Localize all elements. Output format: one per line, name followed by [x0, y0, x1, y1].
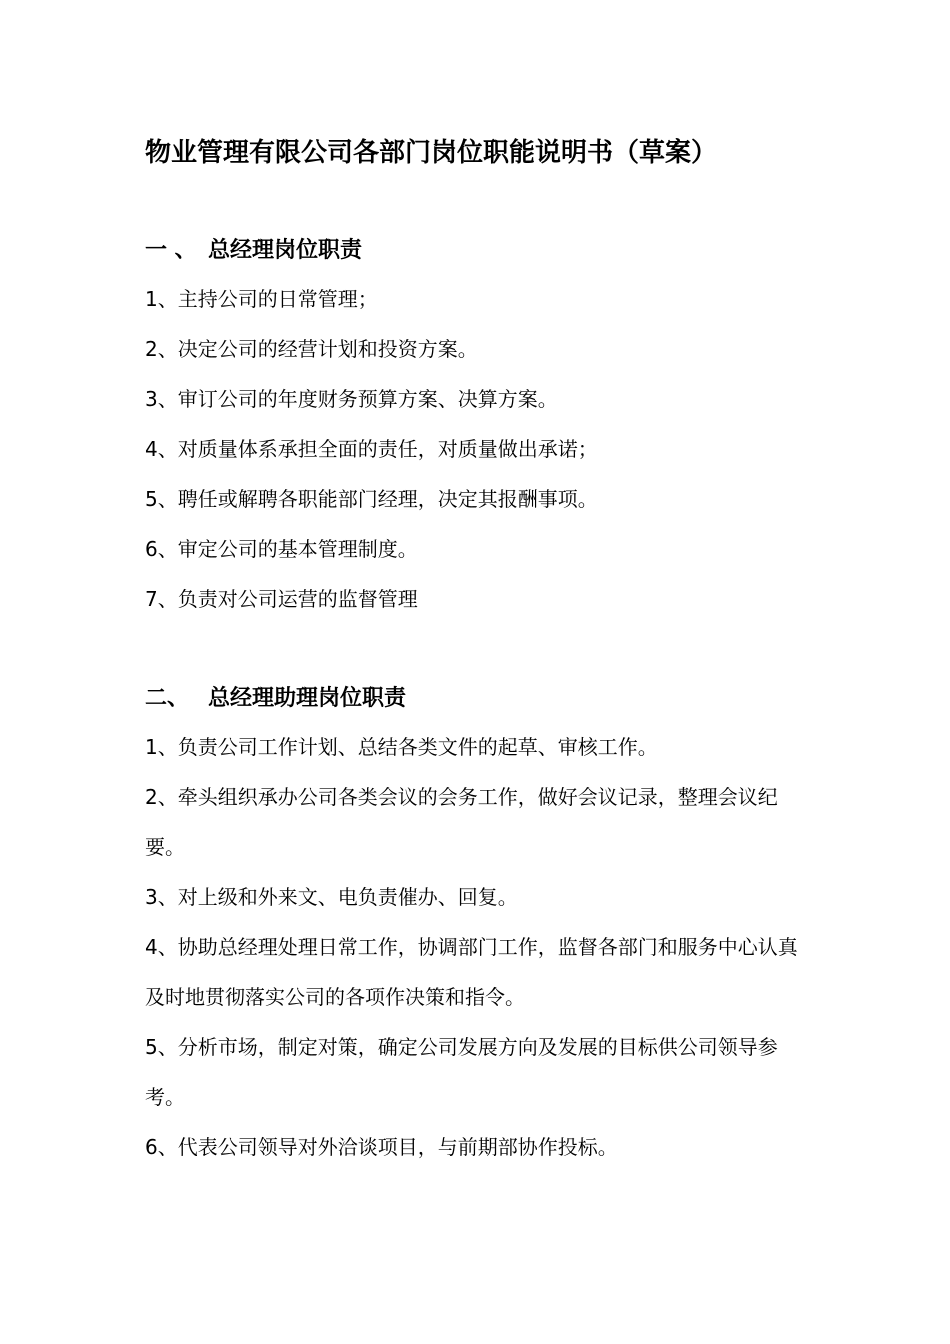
- list-item: 6、代表公司领导对外洽谈项目，与前期部协作投标。: [145, 1135, 618, 1159]
- duty-list-general-manager: [145, 274, 815, 624]
- list-item: 4、协助总经理处理日常工作，协调部门工作，监督各部门和服务中心认真及时地贯彻落实公司的各项作决策和指令。: [145, 935, 798, 1009]
- duty-list-gm-assistant: [145, 722, 815, 1172]
- list-item: 5、分析市场，制定对策，确定公司发展方向及发展的目标供公司领导参考。: [145, 1035, 778, 1109]
- section-heading-gm-assistant: [145, 682, 406, 716]
- list-item: 4、对质量体系承担全面的责任，对质量做出承诺；: [145, 437, 598, 461]
- section-number: 一 、: [145, 238, 197, 263]
- section-heading-general-manager: [145, 234, 362, 268]
- list-item: 3、对上级和外来文、电负责催办、回复。: [145, 885, 518, 909]
- list-item: 2、决定公司的经营计划和投资方案。: [145, 337, 478, 361]
- list-item: 3、审订公司的年度财务预算方案、决算方案。: [145, 387, 558, 411]
- section-title: 总经理岗位职责: [208, 238, 363, 263]
- list-item: 1、负责公司工作计划、总结各类文件的起草、审核工作。: [145, 735, 658, 759]
- list-item: 7、负责对公司运营的监督管理: [145, 587, 418, 611]
- list-item: 2、牵头组织承办公司各类会议的会务工作，做好会议记录，整理会议纪要。: [145, 785, 778, 859]
- list-item: 6、审定公司的基本管理制度。: [145, 537, 418, 561]
- list-item: 5、聘任或解聘各职能部门经理，决定其报酬事项。: [145, 487, 598, 511]
- list-item: 1、主持公司的日常管理；: [145, 287, 378, 311]
- section-title: 总经理助理岗位职责: [208, 686, 407, 711]
- document-title: 物业管理有限公司各部门岗位职能说明书（草案）: [145, 138, 718, 168]
- section-number: 二、: [145, 686, 190, 711]
